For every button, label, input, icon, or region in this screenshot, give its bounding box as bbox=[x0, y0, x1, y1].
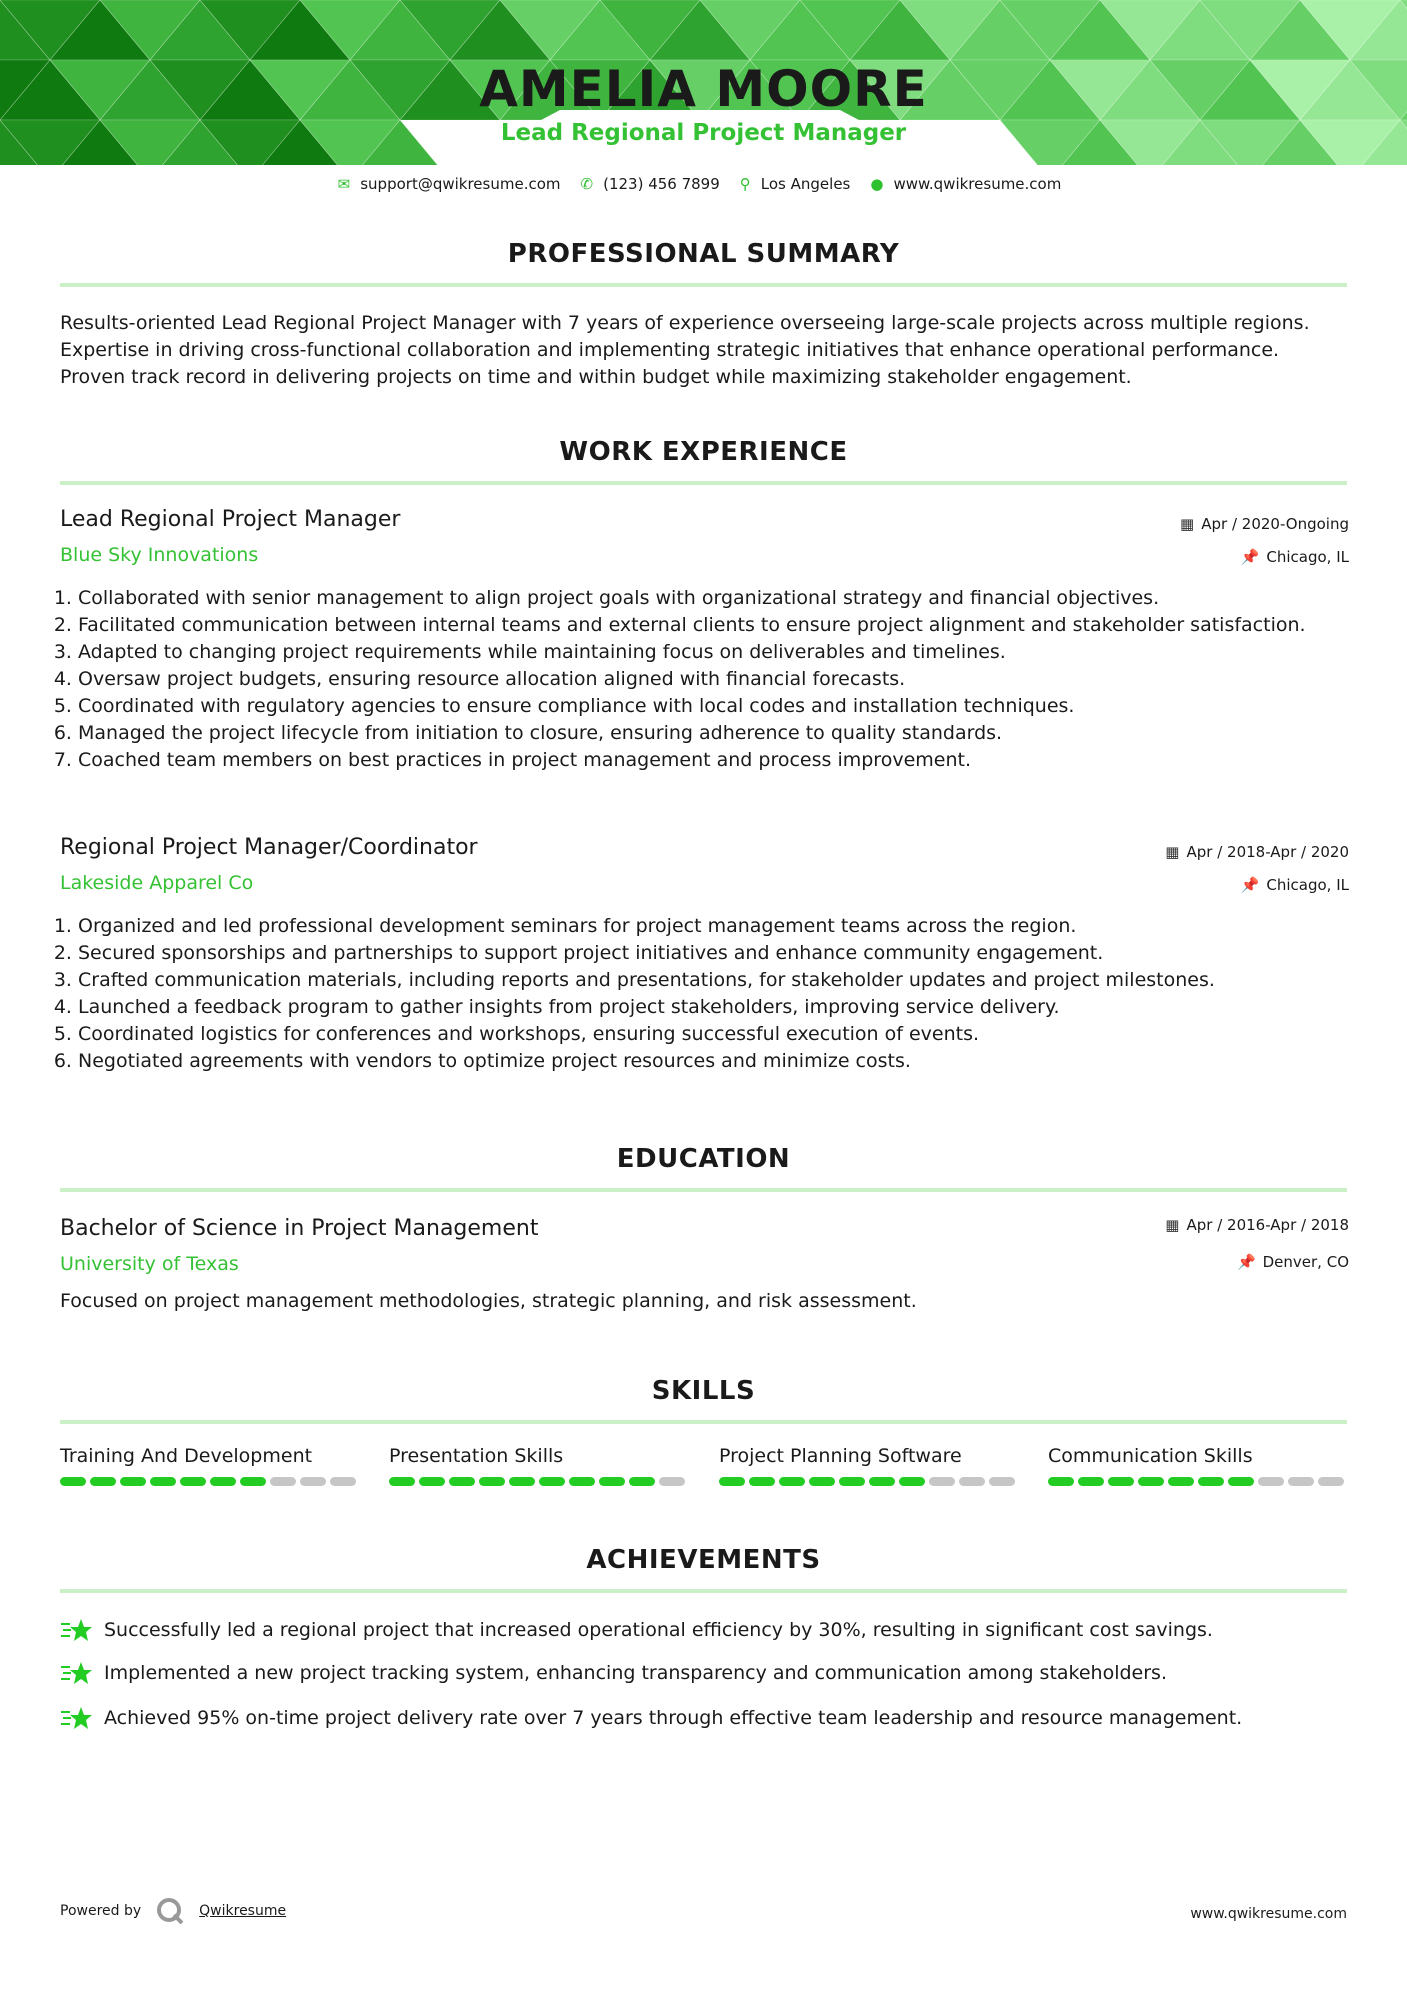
skill-item bbox=[1048, 1445, 1348, 1486]
achievement-text: Implemented a new project tracking system, enhancing transparency and communication among stakeholders. bbox=[104, 1662, 1167, 1684]
job-date bbox=[1180, 515, 1349, 533]
job-company: Blue Sky Innovations bbox=[60, 544, 259, 566]
skill-level-segment bbox=[629, 1477, 655, 1486]
summary-divider bbox=[60, 283, 1347, 287]
achievements-heading: ACHIEVEMENTS bbox=[586, 1545, 821, 1575]
list-item: 1. Organized and led professional development seminars for project management teams across the region. bbox=[78, 913, 1338, 940]
pushpin-icon: 📌 bbox=[1236, 1253, 1256, 1271]
skill-item bbox=[719, 1445, 1019, 1486]
phone-icon: ✆ bbox=[580, 175, 594, 193]
skill-level-segment bbox=[509, 1477, 535, 1486]
list-item: 6. Managed the project lifecycle from initiation to closure, ensuring adherence to quality standards. bbox=[78, 720, 1338, 747]
skill-level-segment bbox=[989, 1477, 1015, 1486]
skill-level-segment bbox=[120, 1477, 146, 1486]
job-date bbox=[1165, 843, 1349, 861]
skill-level-segment bbox=[869, 1477, 895, 1486]
skill-level-segment bbox=[210, 1477, 236, 1486]
job-location-text: Chicago, IL bbox=[1266, 876, 1349, 894]
job-location bbox=[1241, 876, 1349, 894]
skill-item bbox=[389, 1445, 689, 1486]
skill-name: Training And Development bbox=[60, 1445, 313, 1467]
skill-level-segment bbox=[599, 1477, 625, 1486]
job-location-text: Chicago, IL bbox=[1266, 548, 1349, 566]
education-description: Focused on project management methodologies, strategic planning, and risk assessment. bbox=[60, 1290, 917, 1312]
achievement-item bbox=[60, 1658, 1167, 1688]
job-date-text: Apr / 2018-Apr / 2020 bbox=[1186, 843, 1349, 861]
list-item: 1. Collaborated with senior management to align project goals with organizational strategy and financial objectives. bbox=[78, 585, 1338, 612]
contact-location-text: Los Angeles bbox=[760, 175, 851, 193]
education-location-text: Denver, CO bbox=[1262, 1253, 1349, 1271]
skills-heading: SKILLS bbox=[651, 1376, 756, 1406]
skill-level-segment bbox=[839, 1477, 865, 1486]
list-item: 7. Coached team members on best practices in project management and process improvement. bbox=[78, 747, 1338, 774]
skill-level-segment bbox=[779, 1477, 805, 1486]
job-bullets bbox=[60, 913, 1338, 1075]
skill-level-segment bbox=[1048, 1477, 1074, 1486]
shooting-star-icon bbox=[60, 1615, 92, 1645]
list-item: 5. Coordinated with regulatory agencies to ensure compliance with local codes and installation techniques. bbox=[78, 693, 1338, 720]
education-divider bbox=[60, 1188, 1347, 1192]
skill-name: Project Planning Software bbox=[719, 1445, 962, 1467]
list-item: 4. Oversaw project budgets, ensuring resource allocation aligned with financial forecasts. bbox=[78, 666, 1338, 693]
skill-level-bar bbox=[389, 1477, 689, 1486]
job-bullets bbox=[60, 585, 1338, 774]
skill-level-segment bbox=[1258, 1477, 1284, 1486]
summary-heading: PROFESSIONAL SUMMARY bbox=[507, 239, 900, 269]
job-title: Regional Project Manager/Coordinator bbox=[60, 835, 478, 860]
list-item: 2. Facilitated communication between internal teams and external clients to ensure project alignment and stakeholder satisfaction. bbox=[78, 612, 1338, 639]
skill-level-segment bbox=[539, 1477, 565, 1486]
pushpin-icon: 📌 bbox=[1240, 876, 1260, 894]
contact-website-text: www.qwikresume.com bbox=[893, 175, 1062, 193]
education-location bbox=[1237, 1253, 1349, 1271]
contact-phone[interactable] bbox=[581, 175, 720, 193]
education-date bbox=[1165, 1216, 1349, 1234]
contact-bar bbox=[0, 172, 1407, 196]
skill-level-segment bbox=[659, 1477, 685, 1486]
skill-level-segment bbox=[1078, 1477, 1104, 1486]
shooting-star-icon bbox=[60, 1658, 92, 1688]
experience-heading: WORK EXPERIENCE bbox=[559, 437, 848, 467]
skill-level-segment bbox=[1198, 1477, 1224, 1486]
achievement-item bbox=[60, 1615, 1213, 1645]
contact-phone-text: (123) 456 7899 bbox=[603, 175, 720, 193]
list-item: 6. Negotiated agreements with vendors to optimize project resources and minimize costs. bbox=[78, 1048, 1338, 1075]
skill-level-segment bbox=[330, 1477, 356, 1486]
calendar-icon: ▦ bbox=[1165, 843, 1180, 861]
education-heading: EDUCATION bbox=[616, 1144, 791, 1174]
skill-level-segment bbox=[479, 1477, 505, 1486]
skill-name: Communication Skills bbox=[1048, 1445, 1253, 1467]
skill-level-segment bbox=[1318, 1477, 1344, 1486]
education-degree: Bachelor of Science in Project Management bbox=[60, 1216, 539, 1241]
skill-level-segment bbox=[929, 1477, 955, 1486]
skill-level-bar bbox=[719, 1477, 1019, 1486]
pushpin-icon: 📌 bbox=[1240, 548, 1260, 566]
skill-level-segment bbox=[180, 1477, 206, 1486]
powered-by-label: Powered by bbox=[60, 1903, 142, 1919]
skill-level-segment bbox=[449, 1477, 475, 1486]
job-title: Lead Regional Project Manager bbox=[60, 507, 401, 532]
skill-level-segment bbox=[90, 1477, 116, 1486]
job-company: Lakeside Apparel Co bbox=[60, 872, 254, 894]
skill-level-bar bbox=[1048, 1477, 1348, 1486]
skill-level-segment bbox=[1138, 1477, 1164, 1486]
skill-level-segment bbox=[1168, 1477, 1194, 1486]
skill-level-segment bbox=[899, 1477, 925, 1486]
skill-level-segment bbox=[809, 1477, 835, 1486]
map-marker-icon: ⚲ bbox=[739, 175, 751, 193]
skill-level-segment bbox=[1228, 1477, 1254, 1486]
summary-text: Results-oriented Lead Regional Project Manager with 7 years of experience overseeing large-scale projects across multiple regions. Expertise in driving cross-functional collaboration and implementing strategic initiatives that enhance operational performance. Proven track record in delivering projects on time and within budget while maximizing stakeholder engagement. bbox=[60, 312, 1310, 388]
footer-powered-by bbox=[60, 1896, 286, 1926]
skill-item bbox=[60, 1445, 360, 1486]
globe-icon: ● bbox=[870, 175, 884, 193]
skill-level-segment bbox=[389, 1477, 415, 1486]
skill-name: Presentation Skills bbox=[389, 1445, 564, 1467]
skill-level-segment bbox=[300, 1477, 326, 1486]
contact-email[interactable] bbox=[338, 175, 561, 193]
list-item: 3. Adapted to changing project requirements while maintaining focus on deliverables and timelines. bbox=[78, 639, 1338, 666]
skill-level-segment bbox=[1108, 1477, 1134, 1486]
achievement-text: Achieved 95% on-time project delivery rate over 7 years through effective team leadership and resource management. bbox=[104, 1707, 1243, 1729]
skill-level-segment bbox=[419, 1477, 445, 1486]
calendar-icon: ▦ bbox=[1180, 515, 1195, 533]
education-date-text: Apr / 2016-Apr / 2018 bbox=[1186, 1216, 1349, 1234]
contact-website[interactable] bbox=[870, 175, 1061, 193]
achievement-text: Successfully led a regional project that increased operational efficiency by 30%, resulting in significant cost savings. bbox=[104, 1619, 1213, 1641]
skill-level-segment bbox=[240, 1477, 266, 1486]
experience-divider bbox=[60, 481, 1347, 485]
skill-level-segment bbox=[1288, 1477, 1314, 1486]
qwikresume-logo-icon bbox=[155, 1896, 185, 1926]
skill-level-segment bbox=[719, 1477, 745, 1486]
skill-level-segment bbox=[959, 1477, 985, 1486]
list-item: 3. Crafted communication materials, including reports and presentations, for stakeholder updates and project milestones. bbox=[78, 967, 1338, 994]
education-school: University of Texas bbox=[60, 1253, 239, 1275]
candidate-role: Lead Regional Project Manager bbox=[500, 120, 907, 146]
skills-divider bbox=[60, 1420, 1347, 1424]
footer-url[interactable]: www.qwikresume.com bbox=[1190, 1906, 1347, 1922]
list-item: 2. Secured sponsorships and partnerships to support project initiatives and enhance community engagement. bbox=[78, 940, 1338, 967]
envelope-icon: ✉ bbox=[337, 175, 351, 193]
shooting-star-icon bbox=[60, 1703, 92, 1733]
skill-level-segment bbox=[749, 1477, 775, 1486]
contact-email-text: support@qwikresume.com bbox=[360, 175, 561, 193]
job-location bbox=[1241, 548, 1349, 566]
contact-location bbox=[740, 175, 851, 193]
list-item: 4. Launched a feedback program to gather insights from project stakeholders, improving service delivery. bbox=[78, 994, 1338, 1021]
skill-level-segment bbox=[270, 1477, 296, 1486]
achievements-divider bbox=[60, 1589, 1347, 1593]
list-item: 5. Coordinated logistics for conferences and workshops, ensuring successful execution of events. bbox=[78, 1021, 1338, 1048]
job-date-text: Apr / 2020-Ongoing bbox=[1201, 515, 1349, 533]
candidate-name: AMELIA MOORE bbox=[479, 60, 928, 118]
calendar-icon: ▦ bbox=[1165, 1216, 1180, 1234]
skill-level-segment bbox=[150, 1477, 176, 1486]
skill-level-segment bbox=[60, 1477, 86, 1486]
skill-level-bar bbox=[60, 1477, 360, 1486]
qwikresume-link[interactable]: Qwikresume bbox=[199, 1903, 287, 1919]
achievement-item bbox=[60, 1703, 1242, 1733]
skill-level-segment bbox=[569, 1477, 595, 1486]
